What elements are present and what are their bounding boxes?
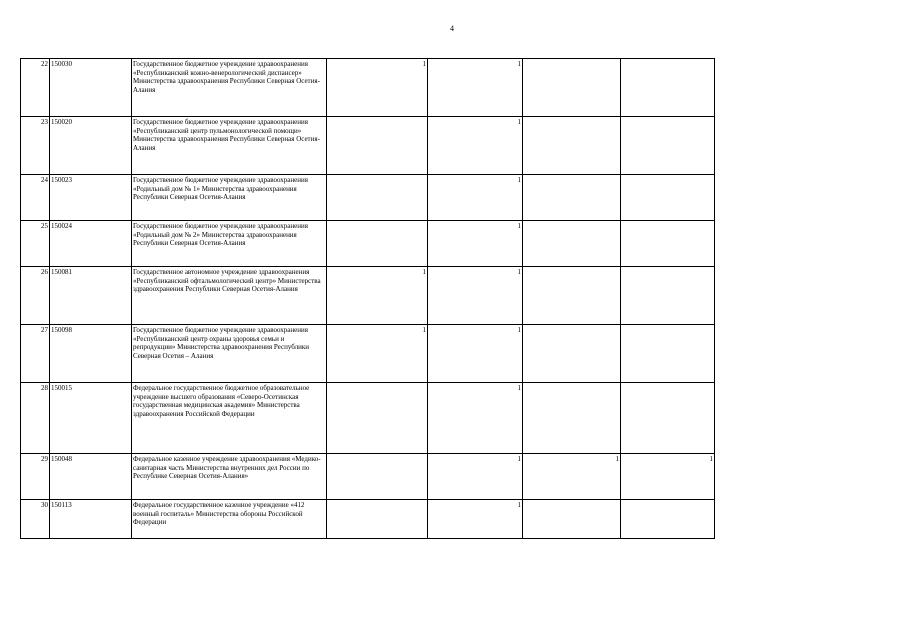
value-col-2: 1: [428, 175, 523, 221]
value-col-1: [327, 221, 428, 267]
table-row: [21, 59, 718, 117]
value-col-4: 1: [621, 454, 715, 500]
table-row: [21, 117, 718, 175]
organization-name: Федеральное государственное бюджетное образовательное учреждение высшего образования «Северо-Осетинская государственная медицинская академия» Министерства здравоохранения Российской Федерации: [132, 383, 327, 454]
organization-name: Федеральное государственное казенное учреждение «412 военный госпиталь» Министерства обороны Российской Федерации: [132, 500, 327, 539]
value-col-4: [621, 383, 715, 454]
page-number: 4: [450, 24, 454, 33]
organization-code: 150098: [50, 325, 132, 383]
value-col-3: [523, 267, 621, 325]
value-col-1: [327, 454, 428, 500]
value-col-1: [327, 383, 428, 454]
organization-code: 150081: [50, 267, 132, 325]
value-col-5: [715, 500, 718, 539]
table-row: [21, 267, 718, 325]
value-col-4: [621, 325, 715, 383]
medical-organizations-table: [20, 58, 718, 539]
organization-code: 150020: [50, 117, 132, 175]
value-col-1: [327, 117, 428, 175]
organization-name: Государственное бюджетное учреждение здравоохранения «Республиканский центр пульмонологической помощи» Министерства здравоохранения Республики Северная Осетия-Алания: [132, 117, 327, 175]
organization-code: 150030: [50, 59, 132, 117]
value-col-4: [621, 59, 715, 117]
value-col-5: [715, 325, 718, 383]
value-col-5: [715, 383, 718, 454]
organization-code: 150015: [50, 383, 132, 454]
organization-code: 150023: [50, 175, 132, 221]
value-col-3: [523, 500, 621, 539]
value-col-5: [715, 117, 718, 175]
value-col-2: 1: [428, 59, 523, 117]
row-number: 26: [21, 267, 50, 325]
value-col-5: [715, 267, 718, 325]
organization-name: Федеральное казенное учреждение здравоохранения «Медико-санитарная часть Министерства внутренних дел России по Республике Северная Осетия-Алания»: [132, 454, 327, 500]
value-col-1: 1: [327, 325, 428, 383]
organization-name: Государственное автономное учреждение здравоохранения «Республиканский офтальмологический центр» Министерства здравоохранения Республики Северная Осетия-Алания: [132, 267, 327, 325]
row-number: 24: [21, 175, 50, 221]
value-col-4: [621, 117, 715, 175]
value-col-5: [715, 59, 718, 117]
value-col-5: [715, 221, 718, 267]
value-col-1: 1: [327, 59, 428, 117]
organization-code: 150113: [50, 500, 132, 539]
value-col-5: [715, 175, 718, 221]
value-col-3: [523, 221, 621, 267]
row-number: 22: [21, 59, 50, 117]
value-col-1: 1: [327, 267, 428, 325]
value-col-1: [327, 500, 428, 539]
row-number: 23: [21, 117, 50, 175]
value-col-3: 1: [523, 454, 621, 500]
value-col-4: [621, 221, 715, 267]
organization-code: 150048: [50, 454, 132, 500]
organization-name: Государственное бюджетное учреждение здравоохранения «Республиканский центр охраны здоровья семьи и репродукции» Министерства здравоохранения Республики Северная Осетия – Алания: [132, 325, 327, 383]
row-number: 30: [21, 500, 50, 539]
row-number: 25: [21, 221, 50, 267]
value-col-3: [523, 175, 621, 221]
organization-name: Государственное бюджетное учреждение здравоохранения «Родильный дом № 2» Министерства здравоохранения Республики Северная Осетия-Алания: [132, 221, 327, 267]
value-col-2: 1: [428, 221, 523, 267]
value-col-4: [621, 175, 715, 221]
value-col-1: [327, 175, 428, 221]
value-col-2: 1: [428, 383, 523, 454]
organization-name: Государственное бюджетное учреждение здравоохранения «Республиканский кожно-венерологический диспансер» Министерства здравоохранения Республики Северная Осетия-Алания: [132, 59, 327, 117]
row-number: 28: [21, 383, 50, 454]
table-row: [21, 500, 718, 539]
value-col-4: [621, 267, 715, 325]
value-col-3: [523, 59, 621, 117]
table-row: [21, 454, 718, 500]
value-col-4: [621, 500, 715, 539]
table-row: [21, 325, 718, 383]
value-col-2: 1: [428, 500, 523, 539]
value-col-3: [523, 383, 621, 454]
value-col-2: 1: [428, 325, 523, 383]
table-row: [21, 175, 718, 221]
value-col-5: [715, 454, 718, 500]
value-col-3: [523, 325, 621, 383]
value-col-2: 1: [428, 267, 523, 325]
table-row: [21, 221, 718, 267]
value-col-2: 1: [428, 117, 523, 175]
table-row: [21, 383, 718, 454]
organization-name: Государственное бюджетное учреждение здравоохранения «Родильный дом № 1» Министерства здравоохранения Республики Северная Осетия-Алания: [132, 175, 327, 221]
organization-code: 150024: [50, 221, 132, 267]
row-number: 29: [21, 454, 50, 500]
value-col-2: 1: [428, 454, 523, 500]
value-col-3: [523, 117, 621, 175]
row-number: 27: [21, 325, 50, 383]
